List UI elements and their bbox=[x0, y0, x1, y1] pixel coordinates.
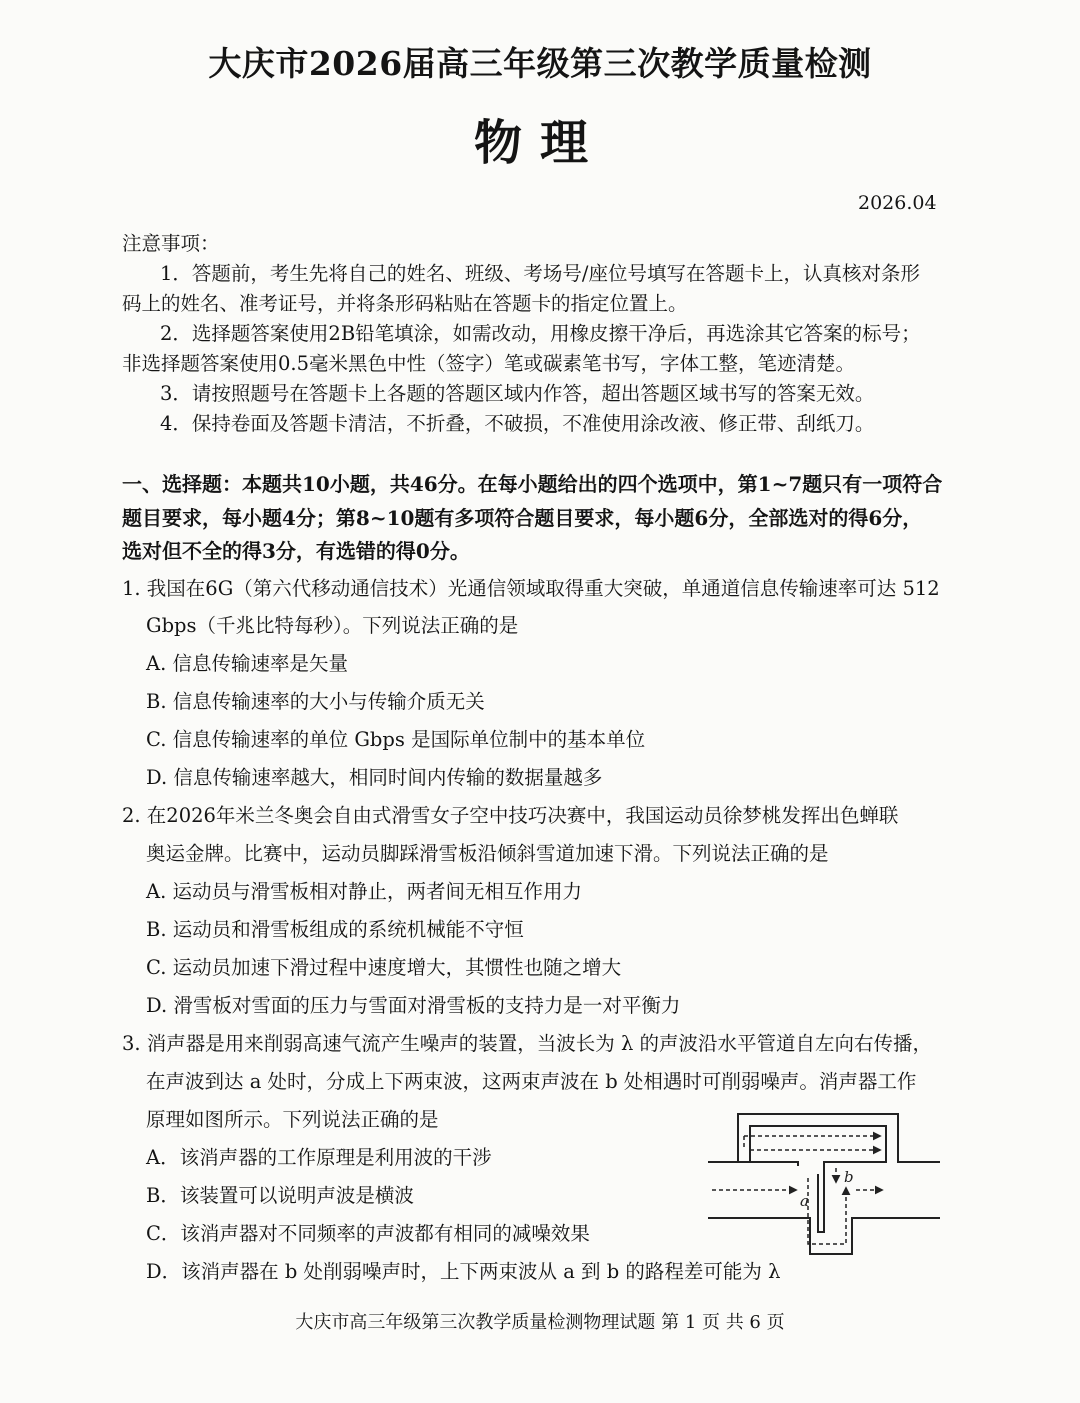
subject-title: 物理 bbox=[473, 115, 606, 171]
section-heading-line: 题目要求，每小题4分；第8~10题有多项符合题目要求，每小题6分，全部选对的得6分， bbox=[122, 506, 923, 530]
exam-title: 大庆市2026届高三年级第三次教学质量检测 bbox=[208, 44, 872, 83]
question-2-stem: 奥运金牌。比赛中，运动员脚踩滑雪板沿倾斜雪道加速下滑。下列说法正确的是 bbox=[146, 842, 829, 865]
question-1-option-c: C. 信息传输速率的单位 Gbps 是国际单位制中的基本单位 bbox=[146, 728, 646, 751]
question-3-option-b: B．该装置可以说明声波是横波 bbox=[146, 1184, 414, 1207]
notice-line: 1．答题前，考生先将自己的姓名、班级、考场号/座位号填写在答题卡上，认真核对条形 bbox=[160, 262, 920, 285]
notice-heading: 注意事项： bbox=[122, 232, 220, 255]
question-2-option-c: C. 运动员加速下滑过程中速度增大，其惯性也随之增大 bbox=[146, 956, 622, 979]
notice-line: 非选择题答案使用0.5毫米黑色中性（签字）笔或碳素笔书写，字体工整，笔迹清楚。 bbox=[122, 352, 856, 375]
label-b: b bbox=[844, 1168, 854, 1186]
notice-line: 2．选择题答案使用2B铅笔填涂，如需改动，用橡皮擦干净后，再选涂其它答案的标号； bbox=[160, 322, 921, 345]
question-3-stem: 3. 消声器是用来削弱高速气流产生噪声的装置，当波长为 λ 的声波沿水平管道自左向右传播， bbox=[122, 1032, 933, 1055]
page-footer: 大庆市高三年级第三次教学质量检测物理试题 第 1 页 共 6 页 bbox=[295, 1312, 785, 1333]
exam-date: 2026.04 bbox=[858, 192, 937, 214]
section-heading-line: 选对但不全的得3分，有选错的得0分。 bbox=[122, 539, 470, 563]
question-1-stem: Gbps（千兆比特每秒）。下列说法正确的是 bbox=[146, 614, 519, 637]
question-3-stem: 在声波到达 a 处时，分成上下两束波，这两束声波在 b 处相遇时可削弱噪声。消声器工作 bbox=[146, 1070, 917, 1093]
notice-line: 3．请按照题号在答题卡上各题的答题区域内作答，超出答题区域书写的答案无效。 bbox=[160, 382, 875, 405]
question-1-stem: 1. 我国在6G（第六代移动通信技术）光通信领域取得重大突破，单通道信息传输速率可达 512 bbox=[122, 577, 940, 600]
question-2-option-a: A. 运动员与滑雪板相对静止，两者间无相互作用力 bbox=[146, 880, 582, 903]
question-3-option-a: A．该消声器的工作原理是利用波的干涉 bbox=[146, 1146, 492, 1169]
section-heading-line: 一、选择题：本题共10小题，共46分。在每小题给出的四个选项中，第1~7题只有一项符合 bbox=[122, 472, 943, 496]
muffler-diagram bbox=[700, 1108, 948, 1258]
question-2-option-d: D. 滑雪板对雪面的压力与雪面对滑雪板的支持力是一对平衡力 bbox=[146, 994, 681, 1017]
question-1-option-b: B. 信息传输速率的大小与传输介质无关 bbox=[146, 690, 485, 713]
notice-line: 码上的姓名、准考证号，并将条形码粘贴在答题卡的指定位置上。 bbox=[122, 292, 688, 315]
question-1-option-a: A. 信息传输速率是矢量 bbox=[146, 652, 348, 675]
question-1-option-d: D. 信息传输速率越大，相同时间内传输的数据量越多 bbox=[146, 766, 603, 789]
label-a: a bbox=[800, 1192, 809, 1210]
notice-line: 4．保持卷面及答题卡清洁，不折叠，不破损，不准使用涂改液、修正带、刮纸刀。 bbox=[160, 412, 875, 435]
question-3-option-c: C．该消声器对不同频率的声波都有相同的减噪效果 bbox=[146, 1222, 590, 1245]
question-3-option-d: D．该消声器在 b 处削弱噪声时，上下两束波从 a 到 b 的路程差可能为 λ bbox=[146, 1260, 781, 1283]
question-3-stem: 原理如图所示。下列说法正确的是 bbox=[146, 1108, 439, 1131]
question-2-stem: 2. 在2026年米兰冬奥会自由式滑雪女子空中技巧决赛中，我国运动员徐梦桃发挥出色蝉联 bbox=[122, 804, 899, 827]
question-2-option-b: B. 运动员和滑雪板组成的系统机械能不守恒 bbox=[146, 918, 524, 941]
